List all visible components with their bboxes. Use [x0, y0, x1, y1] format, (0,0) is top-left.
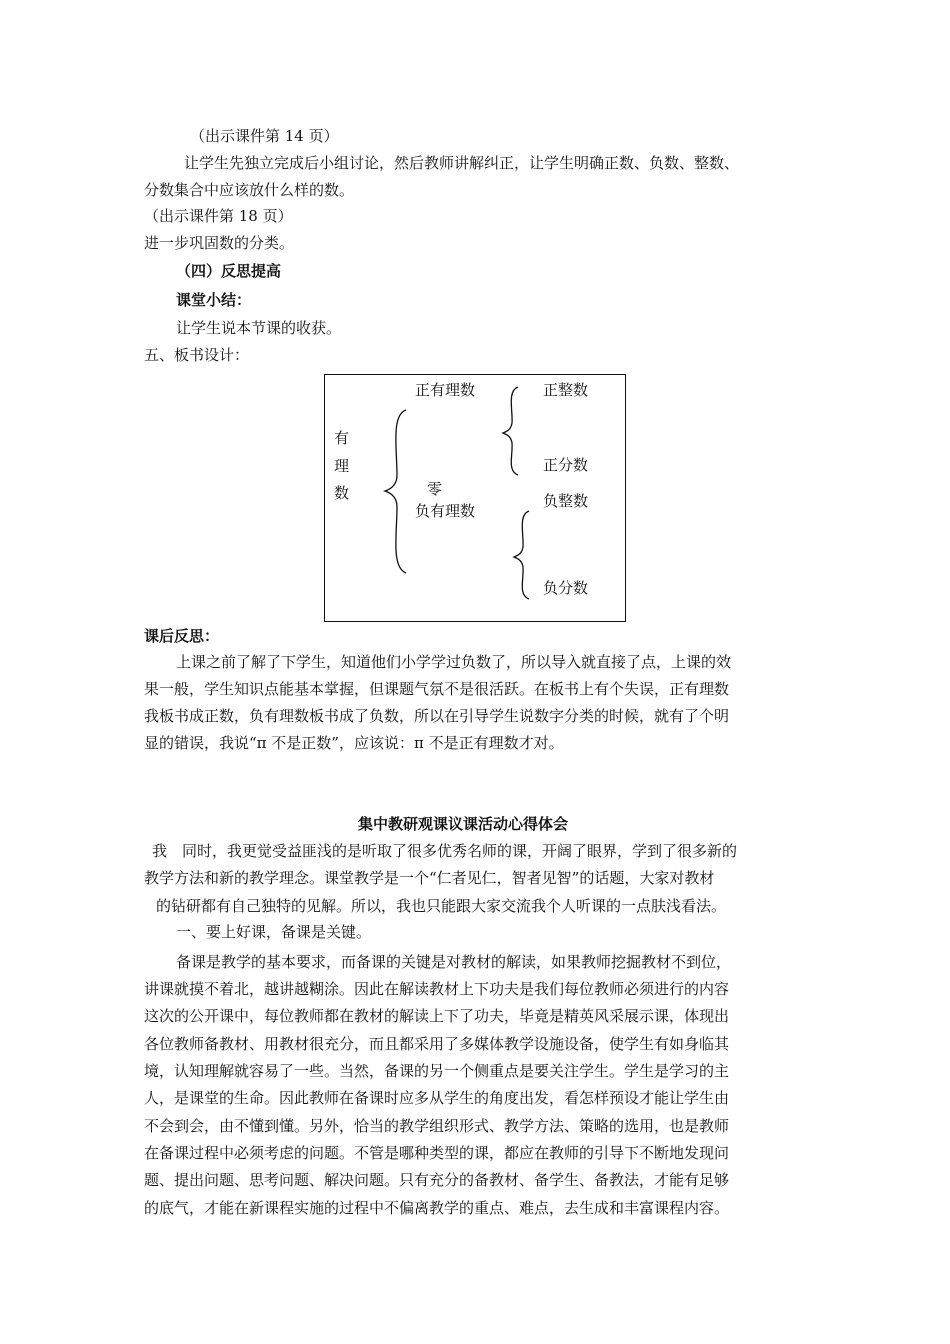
board-positive-fraction: 正分数 [543, 456, 589, 474]
essay-point-1: 一、要上好课，备课是关键。 [176, 923, 372, 941]
essay-body-line: 讲课就摸不着北，越讲越糊涂。因此在解读教材上下功夫是我们每位教师必须进行的内容 [144, 980, 730, 998]
summary-title: 课堂小结： [176, 291, 252, 309]
essay-body-line: 在备课过程中必须考虑的问题。不管是哪种类型的课，都应在教师的引导下不断地发现问 [144, 1144, 730, 1162]
lesson-line-1: （出示课件第 14 页） [190, 127, 339, 145]
section-4-heading: （四）反思提高 [176, 262, 282, 280]
essay-intro-line: 教学方法和新的教学理念。课堂教学是一个“仁者见仁，智者见智”的话题，大家对教材 [144, 869, 715, 887]
board-zero: 零 [427, 480, 443, 498]
essay-title: 集中教研观课议课活动心得体会 [358, 815, 569, 833]
essay-body-line: 题、提出问题、思考问题、解决问题。只有充分的备教材、备学生、备教法，才能有足够 [144, 1171, 730, 1189]
main-brace [385, 410, 406, 573]
negative-brace [514, 511, 529, 599]
essay-intro-line: 我 同时，我更觉受益匪浅的是听取了很多优秀名师的课，开阔了眼界，学到了很多新的 [152, 842, 738, 860]
board-braces [325, 375, 625, 621]
summary-text: 让学生说本节课的收获。 [176, 319, 342, 337]
lesson-line-2: 让学生先独立完成后小组讨论，然后教师讲解纠正，让学生明确正数、负数、整数、 [184, 154, 740, 172]
board-positive-integer: 正整数 [543, 381, 589, 399]
reflection-line: 上课之前了解了下学生，知道他们小学学过负数了，所以导入就直接了点，上课的效 [176, 653, 732, 671]
board-negative-integer: 负整数 [543, 492, 589, 510]
essay-body-line: 这次的公开课中，每位教师都在教材的解读上下了功夫，毕竟是精英风采展示课，体现出 [144, 1007, 730, 1025]
board-root-char-2: 理 [334, 457, 350, 475]
board-design-box [324, 374, 626, 622]
board-negative-rational: 负有理数 [415, 502, 476, 520]
positive-brace [503, 387, 518, 475]
reflection-line: 我板书成正数，负有理数板书成了负数，所以在引导学生说数字分类的时候，就有了个明 [144, 707, 730, 725]
reflection-line: 果一般，学生知识点能基本掌握，但课题气氛不是很活跃。在板书上有个失误，正有理数 [144, 680, 730, 698]
lesson-line-4: （出示课件第 18 页） [144, 207, 293, 225]
lesson-line-5: 进一步巩固数的分类。 [144, 234, 295, 252]
essay-body-line: 各位教师备教材、用教材很充分，而且都采用了多媒体教学设施设备，使学生有如身临其 [144, 1035, 730, 1053]
essay-body-line: 备课是教学的基本要求，而备课的关键是对教材的解读，如果教师挖掘教材不到位， [176, 953, 732, 971]
essay-body-line: 人，是课堂的生命。因此教师在备课时应多从学生的角度出发，看怎样预设才能让学生由 [144, 1089, 730, 1107]
board-positive-rational: 正有理数 [415, 381, 476, 399]
board-root-char-1: 有 [334, 429, 350, 447]
essay-body-line: 境，认知理解就容易了一些。当然，备课的另一个侧重点是要关注学生。学生是学习的主 [144, 1062, 730, 1080]
essay-body-line: 的底气，才能在新课程实施的过程中不偏离教学的重点、难点，去生成和丰富课程内容。 [144, 1199, 730, 1217]
board-negative-fraction: 负分数 [543, 579, 589, 597]
board-root-char-3: 数 [334, 484, 350, 502]
essay-body-line: 不会到会，由不懂到懂。另外，恰当的教学组织形式、教学方法、策略的选用，也是教师 [144, 1117, 730, 1135]
section-5-heading: 五、板书设计： [144, 346, 250, 364]
reflection-line: 显的错误，我说“π 不是正数”，应该说：π 不是正有理数才对。 [144, 734, 564, 752]
reflection-title: 课后反思： [144, 627, 220, 645]
essay-intro-line: 的钻研都有自己独特的见解。所以，我也只能跟大家交流我个人听课的一点肤浅看法。 [156, 897, 727, 915]
lesson-line-3: 分数集合中应该放什么样的数。 [144, 181, 355, 199]
